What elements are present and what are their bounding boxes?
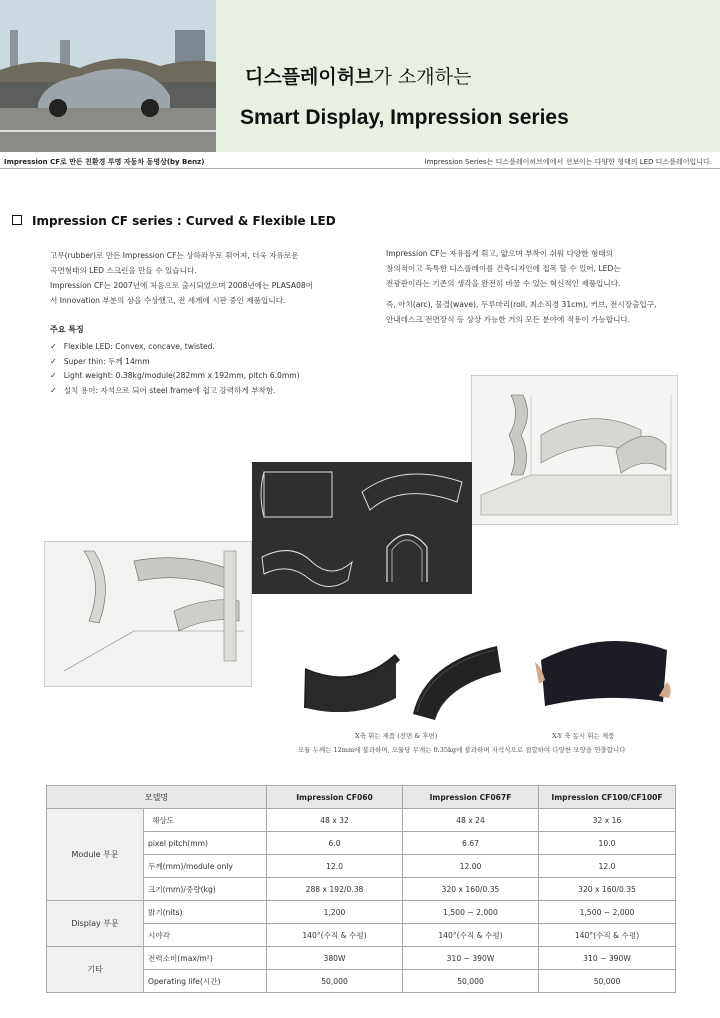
image-caption-xy-axis: X-Y 축 동시 휘는 제품 xyxy=(552,732,615,740)
intro-paragraph xyxy=(50,248,350,308)
sketch-display-room-image xyxy=(471,375,678,525)
car-photo xyxy=(0,0,216,152)
group-label: Module 부문 xyxy=(47,809,144,901)
feature-item: ✓ Light weight: 0.38kg/module(282mm x 192mm, pitch 6.0mm) xyxy=(50,369,300,384)
sketch-lobby-image xyxy=(44,541,252,687)
spec-value: 140°(수직 & 수평) xyxy=(267,924,403,947)
spec-value: 48 x 24 xyxy=(403,809,539,832)
intro-line: Impression CF는 2007년에 처음으로 출시되었으며 2008년에는 PLASA08어 xyxy=(50,281,314,290)
spec-value: 6.0 xyxy=(267,832,403,855)
table-row xyxy=(47,901,676,924)
spec-label: Operating life(시간) xyxy=(144,970,267,993)
group-label: 기타 xyxy=(47,947,144,993)
spec-label: 해상도 xyxy=(144,809,267,832)
spec-value: 12.00 xyxy=(403,855,539,878)
spec-value: 1,500 ~ 2,000 xyxy=(403,901,539,924)
spec-value: 1,500 ~ 2,000 xyxy=(539,901,676,924)
spec-value: 32 x 16 xyxy=(539,809,676,832)
features-list xyxy=(50,340,300,398)
table-row xyxy=(47,809,676,832)
feature-item: ✓ Super thin: 두께 14mm xyxy=(50,355,300,370)
curved-led-module-front-image xyxy=(300,650,403,712)
checkbox-bullet-icon xyxy=(12,215,22,225)
features-title: 주요 특징 xyxy=(50,325,84,334)
spec-value: 320 x 160/0.35 xyxy=(403,878,539,901)
group-label: Display 부문 xyxy=(47,901,144,947)
model-column-header: Impression CF100/CF100F xyxy=(539,786,676,809)
spec-value: 48 x 32 xyxy=(267,809,403,832)
intro-line: 고무(rubber)로 만든 Impression CF는 상하좌우로 휘어져, 더욱 자유로운 xyxy=(50,251,299,260)
spec-value: 140°(수직 & 수평) xyxy=(403,924,539,947)
spec-value: 50,000 xyxy=(267,970,403,993)
intro-line: 서 Innovation 부분의 상을 수상했고, 전 세계에 시판 중인 제품입니다. xyxy=(50,296,286,305)
spec-label: pixel pitch(mm) xyxy=(144,832,267,855)
model-column-header: Impression CF067F xyxy=(403,786,539,809)
table-row xyxy=(47,947,676,970)
module-description-caption: 모듈 두께는 12mm에 불과하며, 모듈당 무게는 0.35kg에 불과하며 자석식으로 접합하여 다양한 모양을 연출합니다 xyxy=(298,746,626,754)
spec-label: 전력소비(max/m²) xyxy=(144,947,267,970)
spec-value: 310 ~ 390W xyxy=(539,947,676,970)
model-header: 모델명 xyxy=(47,786,267,809)
spec-value: 10.0 xyxy=(539,832,676,855)
xy-flexible-led-panel-image xyxy=(535,632,673,710)
page-title-korean: 디스플레이허브가 소개하는 xyxy=(245,66,472,88)
spec-value: 140°(수직 & 수평) xyxy=(539,924,676,947)
description-paragraph xyxy=(386,246,696,333)
intro-line: 곡면형태의 LED 스크린을 만들 수 있습니다. xyxy=(50,266,197,275)
spec-value: 380W xyxy=(267,947,403,970)
spec-label: 크기(mm)/중량(kg) xyxy=(144,878,267,901)
description-block: 즉, 아치(arc), 물결(wave), 두루마리(roll, 최소직경 31cm), 커브, 전시장출입구, 안내데스크 전면장식 등 상상 가능한 거의 모든 분야에 적용이 가능합니다. xyxy=(386,300,657,324)
series-caption: Impression Series는 디스플레이허브에에서 선보이는 다양한 형태의 LED 디스플레이입니다. xyxy=(424,158,712,166)
table-header-row xyxy=(47,786,676,809)
flexible-module-shapes-image xyxy=(252,462,472,594)
description-block: Impression CF는 자유롭게 휘고, 얇으며 부착이 쉬워 다양한 형태의 창의적이고 독특한 디스플레이를 건축디자인에 접목 할 수 있어, LED는 전광판이라는 기존의 생각을 완전히 바꿀 수 있는 혁신적인 제품입니다. xyxy=(386,249,621,288)
spec-table xyxy=(46,785,676,993)
spec-value: 1,200 xyxy=(267,901,403,924)
spec-value: 12.0 xyxy=(267,855,403,878)
feature-item: ✓ Flexible LED: Convex, concave, twisted. xyxy=(50,340,300,355)
image-caption-x-axis: X축 휘는 제품 (전면 & 후면) xyxy=(355,732,438,740)
spec-label: 밝기(nits) xyxy=(144,901,267,924)
spec-value: 320 x 160/0.35 xyxy=(539,878,676,901)
spec-value: 50,000 xyxy=(403,970,539,993)
spec-label: 두께(mm)/module only xyxy=(144,855,267,878)
hero-car-image xyxy=(0,0,216,152)
divider xyxy=(0,168,720,169)
spec-value: 50,000 xyxy=(539,970,676,993)
spec-value: 12.0 xyxy=(539,855,676,878)
spec-label: 시야각 xyxy=(144,924,267,947)
spec-value: 288 x 192/0.38 xyxy=(267,878,403,901)
curved-led-module-back-image xyxy=(405,642,504,722)
spec-value: 310 ~ 390W xyxy=(403,947,539,970)
spec-value: 6.67 xyxy=(403,832,539,855)
page-title-english: Smart Display, Impression series xyxy=(240,106,569,129)
model-column-header: Impression CF060 xyxy=(267,786,403,809)
section-title: Impression CF series : Curved & Flexible LED xyxy=(12,214,336,228)
hero-caption: Impression CF로 만든 친환경 투명 자동차 동영상(by Benz) xyxy=(4,158,205,166)
feature-item: ✓ 설치 용이: 자석으로 되어 steel frame에 쉽고 강력하게 부착함. xyxy=(50,384,300,399)
